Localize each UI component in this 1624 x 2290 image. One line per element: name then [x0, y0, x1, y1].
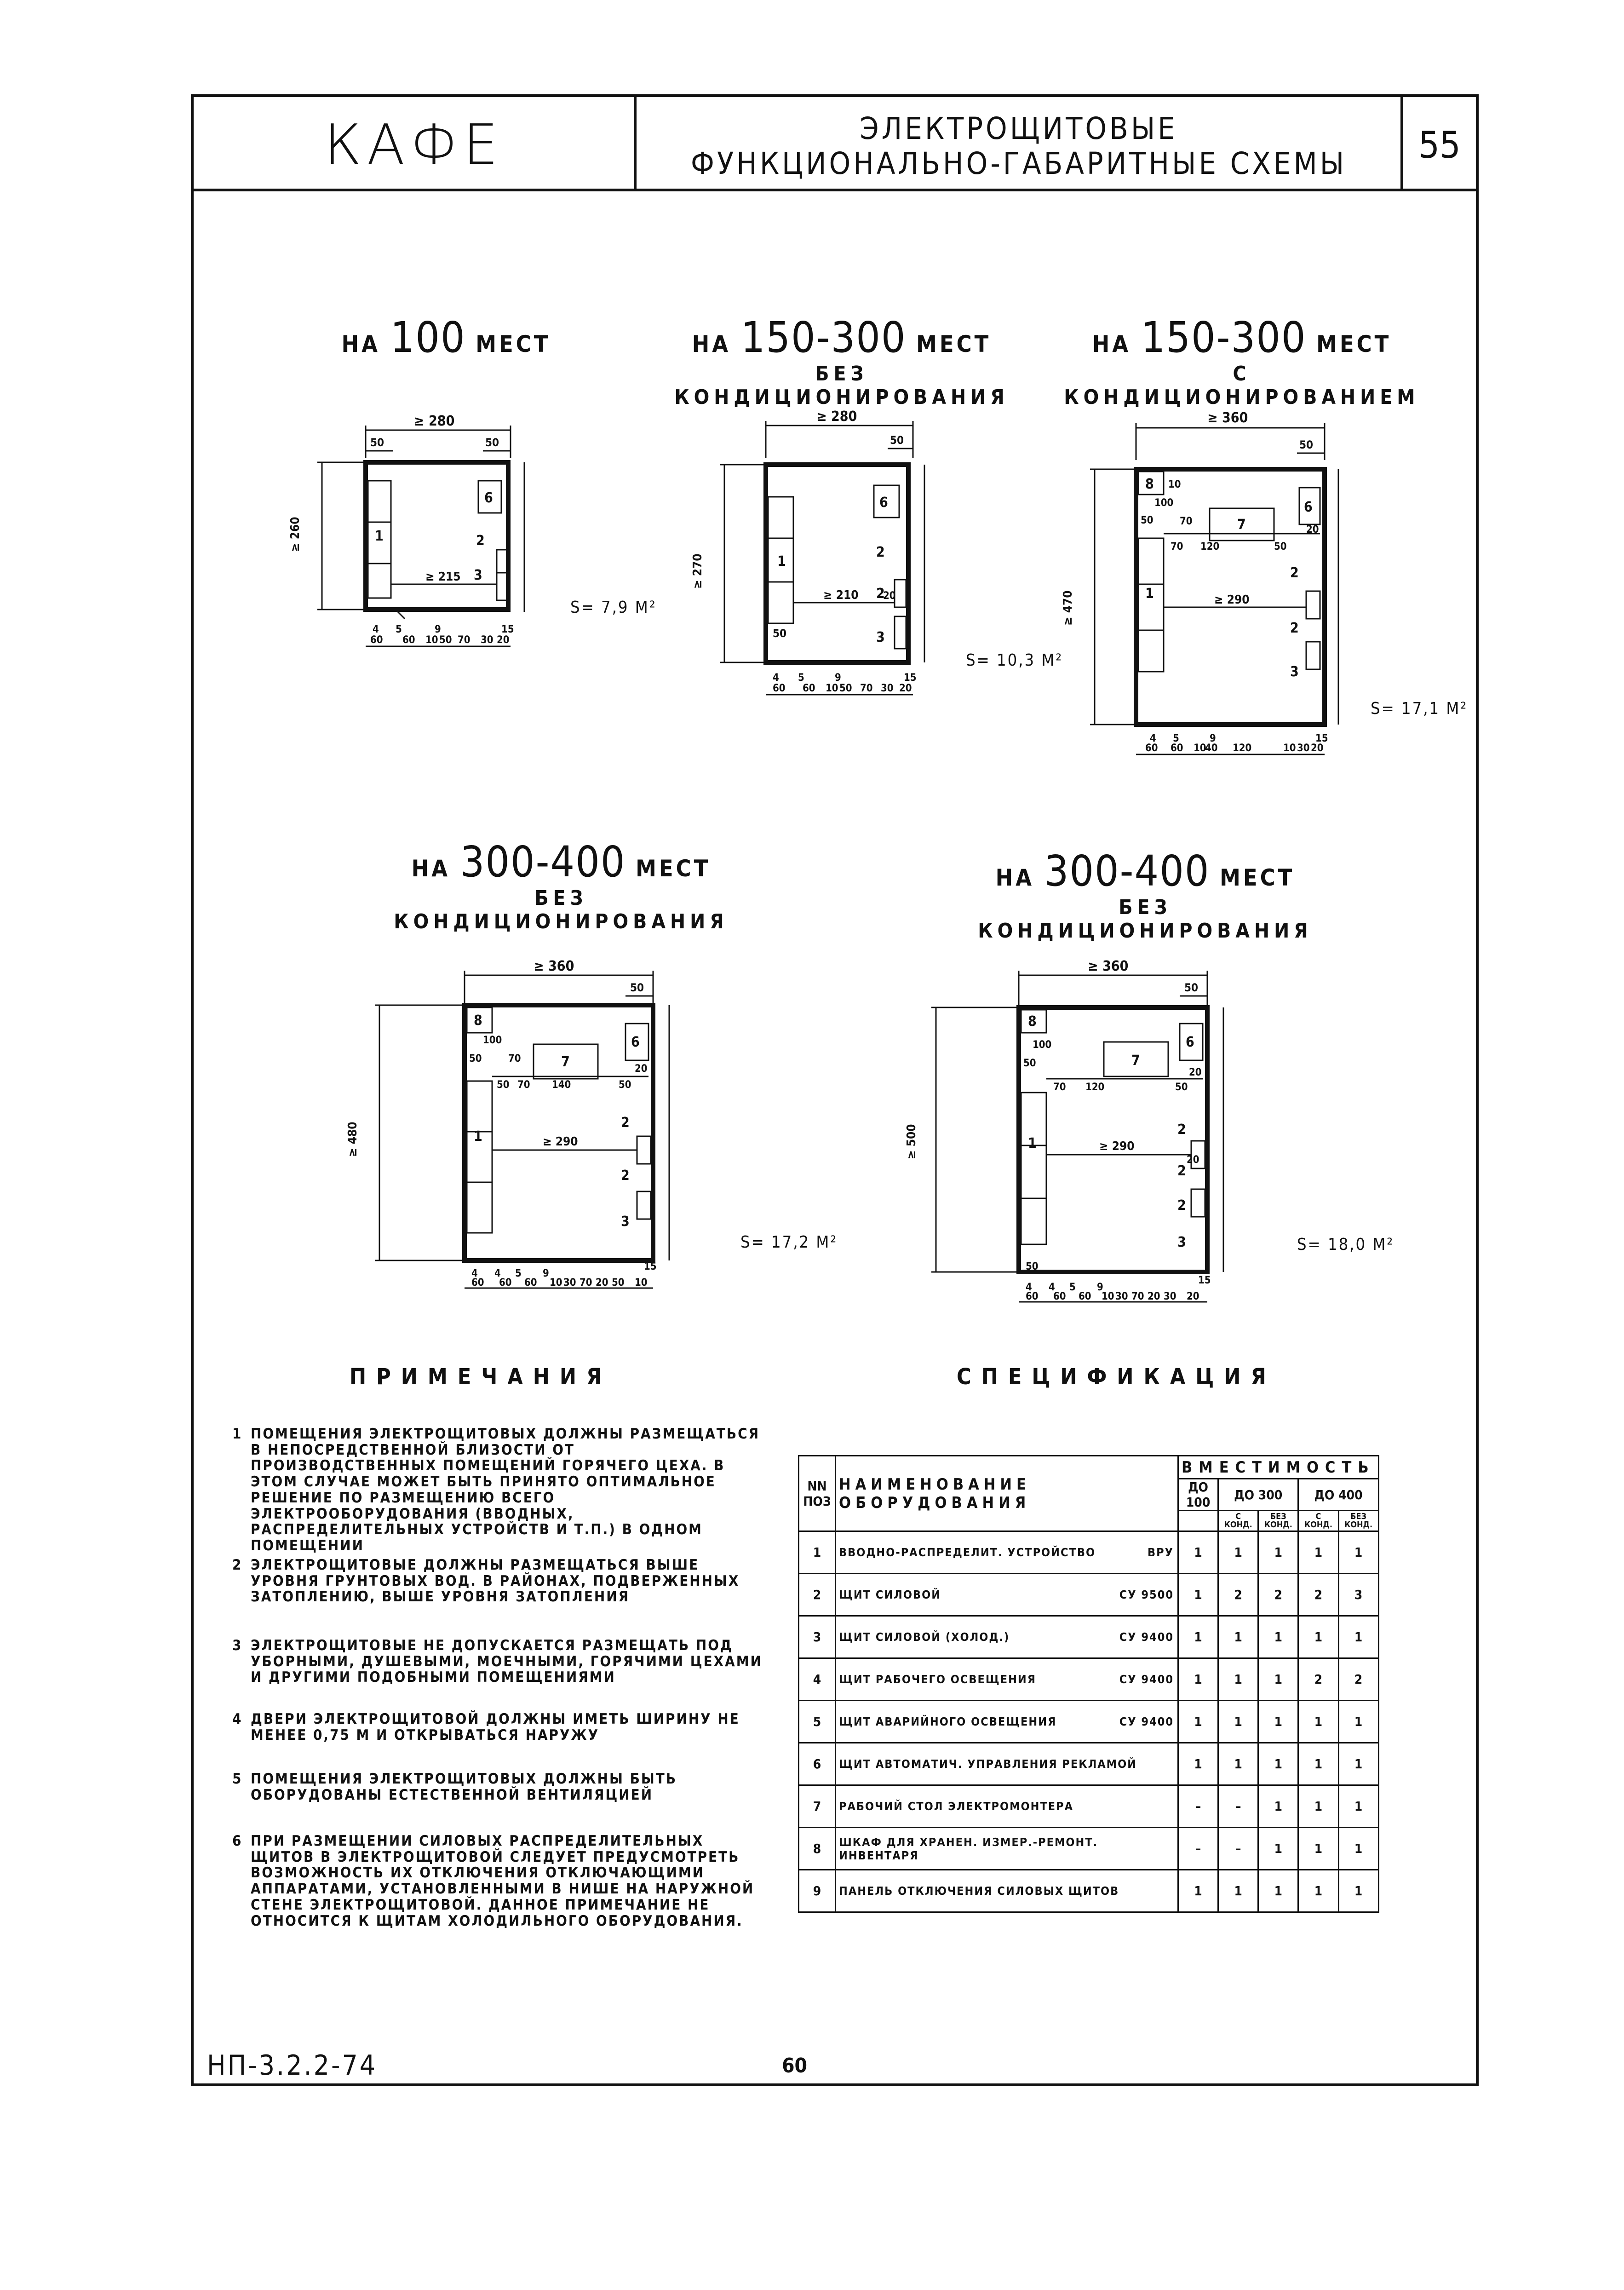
plan-caption: НА 150-300 МЕСТ С КОНДИЦИОНИРОВАНИЕМ — [1064, 313, 1420, 409]
item-label: 6 — [631, 1034, 640, 1050]
dim-label: ≥ 280 — [414, 413, 455, 429]
dim-label: 60 — [1079, 1291, 1091, 1302]
dim-label: 120 — [1233, 742, 1252, 754]
row-value: 1 — [1258, 1616, 1298, 1658]
dim-label: ≥ 280 — [816, 409, 857, 425]
row-value: 1 — [1258, 1828, 1298, 1870]
row-value: 2 — [1218, 1574, 1258, 1616]
item-label: 2 — [876, 586, 885, 602]
row-name — [836, 1828, 1178, 1870]
row-value: 1 — [1338, 1616, 1378, 1658]
dim-label: ≥ 470 — [1061, 590, 1075, 626]
equipment-name: ЩИТ СИЛОВОЙ (ХОЛОД.) — [839, 1630, 1010, 1644]
page-number: 60 — [782, 2054, 808, 2077]
table-row — [799, 1828, 1379, 1870]
subgroup-header: С КОНД. — [1298, 1511, 1338, 1531]
row-value: 1 — [1218, 1870, 1258, 1912]
col-name-header: НАИМЕНОВАНИЕ ОБОРУДОВАНИЯ — [836, 1456, 1178, 1531]
mark-label: 15 — [644, 1261, 657, 1272]
dim-label: 70 — [580, 1277, 592, 1289]
dim-label: 70 — [860, 683, 873, 694]
item-label: 8 — [474, 1013, 482, 1029]
dim-label: 70 — [508, 1053, 521, 1064]
note-item: 5 ПОМЕЩЕНИЯ ЭЛЕКТРОЩИТОВЫХ ДОЛЖНЫ БЫТЬ ОБОРУДОВАНЫ ЕСТЕСТВЕННОЙ ВЕНТИЛЯЦИЕЙ — [232, 1771, 677, 1803]
row-value: 1 — [1298, 1531, 1338, 1574]
item-label: 1 — [375, 528, 384, 544]
mark-label: 4 — [373, 624, 379, 635]
dim-label: 20 — [1306, 524, 1319, 535]
row-value: 1 — [1218, 1616, 1258, 1658]
item-label: 3 — [1290, 664, 1299, 680]
row-value: 1 — [1338, 1701, 1378, 1743]
dim-label: 20 — [497, 634, 510, 646]
item-label: 1 — [1145, 586, 1154, 602]
dim-label: 60 — [1145, 742, 1158, 754]
dim-label: ≥ 480 — [346, 1122, 360, 1157]
row-value: 1 — [1298, 1870, 1338, 1912]
dim-label: ≥ 360 — [1088, 958, 1129, 974]
dim-label: 50 — [1023, 1058, 1036, 1069]
row-value: 1 — [1258, 1870, 1298, 1912]
dim-label: 50 — [1141, 515, 1153, 526]
equipment-name: ЩИТ АВТОМАТИЧ. УПРАВЛЕНИЯ РЕКЛАМОЙ — [839, 1757, 1137, 1771]
row-value: 1 — [1338, 1785, 1378, 1828]
dim-label: 30 — [1164, 1291, 1176, 1302]
table-row — [799, 1870, 1379, 1912]
row-value: 3 — [1338, 1574, 1378, 1616]
plan-area: S= 10,3 М² — [966, 651, 1063, 670]
dim-label: 20 — [883, 590, 896, 602]
row-value: 1 — [1258, 1785, 1298, 1828]
col-nn-header: NN ПОЗ — [799, 1456, 836, 1531]
dim-label: 140 — [552, 1079, 571, 1091]
dim-label: 50 — [370, 436, 384, 449]
dim-label: 120 — [1085, 1082, 1105, 1093]
equipment-name: ВВОДНО-РАСПРЕДЕЛИТ. УСТРОЙСТВО — [839, 1546, 1096, 1559]
note-item: 2 ЭЛЕКТРОЩИТОВЫЕ ДОЛЖНЫ РАЗМЕЩАТЬСЯ ВЫШЕ УРОВНЯ ГРУНТОВЫХ ВОД. В РАЙОНАХ, ПОДВЕРЖЕННЫХ ЗАТОПЛЕНИЮ, ВЫШЕ УРОВНЯ ЗАТОПЛЕНИЯ — [232, 1557, 740, 1605]
mark-label: 15 — [904, 672, 917, 684]
mark-label: 9 — [835, 672, 841, 684]
plan-area: S= 17,2 М² — [740, 1233, 838, 1252]
plan-caption: НА 300-400 МЕСТ БЕЗ КОНДИЦИОНИРОВАНИЯ — [394, 837, 729, 933]
item-label: 7 — [1237, 517, 1246, 533]
row-value: 1 — [1338, 1743, 1378, 1785]
subgroup-header: БЕЗ КОНД. — [1258, 1511, 1298, 1531]
plan-1 — [317, 426, 524, 646]
row-value: 1 — [1298, 1828, 1338, 1870]
equipment-name: ПАНЕЛЬ ОТКЛЮЧЕНИЯ СИЛОВЫХ ЩИТОВ — [839, 1884, 1119, 1898]
group-header: ДО 300 — [1218, 1479, 1298, 1511]
mark-label: 4 — [494, 1268, 501, 1279]
row-number: 4 — [799, 1658, 836, 1701]
mark-label: 4 — [1049, 1282, 1055, 1293]
row-value: – — [1218, 1828, 1258, 1870]
plan-2 — [720, 421, 924, 695]
dim-label: 10 — [1194, 742, 1206, 754]
row-number: 9 — [799, 1870, 836, 1912]
row-name — [836, 1574, 1178, 1616]
table-row — [799, 1743, 1379, 1785]
dim-label: 60 — [370, 634, 383, 646]
row-name — [836, 1616, 1178, 1658]
row-value: 1 — [1258, 1701, 1298, 1743]
dim-label: 60 — [1026, 1291, 1039, 1302]
dim-label: 60 — [1171, 742, 1183, 754]
dim-label: 20 — [899, 683, 912, 694]
dim-label: 60 — [402, 634, 415, 646]
dim-label: 20 — [1187, 1291, 1199, 1302]
row-number: 6 — [799, 1743, 836, 1785]
mark-label: 5 — [515, 1268, 522, 1279]
row-number: 3 — [799, 1616, 836, 1658]
dim-label: 50 — [1299, 438, 1314, 451]
note-item: 6 ПРИ РАЗМЕЩЕНИИ СИЛОВЫХ РАСПРЕДЕЛИТЕЛЬНЫХ ЩИТОВ В ЭЛЕКТРОЩИТОВОЙ СЛЕДУЕТ ПРЕДУСМОТРЕТЬ ВОЗМОЖНОСТЬ ИХ ОТКЛЮЧЕНИЯ ОТКЛЮЧАЮЩИМИ АППАРАТАМИ, УСТАНОВЛЕННЫМИ В НИШЕ НА НАРУЖНОЙ СТЕНЕ ЭЛЕКТРОЩИТОВОЙ. ДАННОЕ ПРИМЕЧАНИЕ НЕ ОТНОСИТСЯ К ЩИТАМ ХОЛОДИЛЬНОГО ОБОРУДОВАНИЯ. — [232, 1833, 755, 1929]
item-label: 3 — [876, 629, 885, 645]
item-label: 8 — [1028, 1013, 1037, 1030]
dim-label: 10 — [550, 1277, 562, 1289]
row-value: 1 — [1298, 1701, 1338, 1743]
dim-label: 10 — [425, 634, 438, 646]
dim-label: 30 — [1297, 742, 1310, 754]
row-number: 5 — [799, 1701, 836, 1743]
equipment-name: ЩИТ АВАРИЙНОГО ОСВЕЩЕНИЯ — [839, 1715, 1057, 1728]
dim-label: 30 — [563, 1277, 576, 1289]
item-label: 2 — [1290, 565, 1299, 581]
row-value: 1 — [1338, 1870, 1378, 1912]
row-value: 1 — [1178, 1743, 1218, 1785]
dim-label: 50 — [1274, 541, 1287, 552]
dim-label: 100 — [1154, 497, 1174, 509]
mark-label: 4 — [471, 1268, 478, 1279]
dim-label: 100 — [1033, 1039, 1052, 1051]
group-header: ДО 100 — [1178, 1479, 1218, 1511]
dim-label: 70 — [1053, 1082, 1066, 1093]
mark-label: 15 — [1198, 1275, 1211, 1286]
equipment-name: ЩИТ СИЛОВОЙ — [839, 1588, 941, 1601]
plan-caption: НА 150-300 МЕСТ БЕЗ КОНДИЦИОНИРОВАНИЯ — [674, 313, 1009, 409]
dim-label: 70 — [1171, 541, 1183, 552]
plan-caption: НА 100 МЕСТ — [341, 313, 551, 362]
row-value: – — [1218, 1785, 1258, 1828]
item-label: 2 — [476, 533, 485, 549]
item-label: 2 — [621, 1168, 630, 1184]
mark-label: 4 — [1026, 1282, 1032, 1293]
dim-label: 10 — [1168, 479, 1181, 490]
dim-label: 50 — [773, 627, 787, 640]
dim-label: 50 — [619, 1079, 631, 1091]
row-name — [836, 1743, 1178, 1785]
row-value: 1 — [1218, 1743, 1258, 1785]
dim-label: 70 — [1180, 516, 1193, 527]
item-label: 2 — [876, 544, 885, 560]
row-number: 8 — [799, 1828, 836, 1870]
dim-label: 50 — [630, 981, 644, 994]
dim-label: ≥ 215 — [425, 570, 461, 584]
dim-label: 60 — [471, 1277, 484, 1289]
plan-area: S= 17,1 М² — [1371, 699, 1468, 718]
dim-label: 120 — [1200, 541, 1220, 552]
row-value: 2 — [1298, 1658, 1338, 1701]
item-label: 6 — [879, 495, 888, 511]
row-value: 1 — [1218, 1658, 1258, 1701]
subgroup-header: БЕЗ КОНД. — [1338, 1511, 1378, 1531]
row-value: 1 — [1338, 1828, 1378, 1870]
row-number: 7 — [799, 1785, 836, 1828]
row-value: 1 — [1218, 1701, 1258, 1743]
dim-label: 60 — [499, 1277, 512, 1289]
equipment-type: СУ 9500 — [1119, 1588, 1174, 1601]
plan-caption: НА 300-400 МЕСТ БЕЗ КОНДИЦИОНИРОВАНИЯ — [978, 846, 1313, 943]
dim-label: ≥ 290 — [543, 1135, 578, 1149]
dim-label: 70 — [1131, 1291, 1144, 1302]
table-row — [799, 1701, 1379, 1743]
table-row — [799, 1574, 1379, 1616]
mark-label: 9 — [1097, 1282, 1103, 1293]
row-value: 1 — [1258, 1531, 1298, 1574]
dim-label: 20 — [1187, 1154, 1199, 1166]
note-item: 1 ПОМЕЩЕНИЯ ЭЛЕКТРОЩИТОВЫХ ДОЛЖНЫ РАЗМЕЩАТЬСЯ В НЕПОСРЕДСТВЕННОЙ БЛИЗОСТИ ОТ ПРОИЗВОДСТВЕННЫХ ПОМЕЩЕНИЙ ГОРЯЧЕГО ЦЕХА. В ЭТОМ СЛУЧАЕ МОЖЕТ БЫТЬ ПРИНЯТО ОПТИМАЛЬНОЕ РЕШЕНИЕ ПО РАЗМЕЩЕНИЮ ВСЕГО ЭЛЕКТРООБОРУДОВАНИЯ (ВВОДНЫХ, РАСПРЕДЕЛИТЕЛЬНЫХ УСТРОЙСТВ И Т.П.) В ОДНОМ ПОМЕЩЕНИИ — [232, 1426, 760, 1554]
subgroup-header: С КОНД. — [1218, 1511, 1258, 1531]
dim-label: ≥ 290 — [1214, 593, 1250, 607]
dim-label: 60 — [803, 683, 815, 694]
dim-label: 50 — [839, 683, 852, 694]
equipment-type: СУ 9400 — [1119, 1630, 1174, 1644]
row-name — [836, 1785, 1178, 1828]
row-value: 1 — [1298, 1743, 1338, 1785]
dim-label: 10 — [635, 1277, 648, 1289]
mark-label: 5 — [1069, 1282, 1076, 1293]
notes-heading: ПРИМЕЧАНИЯ — [350, 1364, 612, 1390]
equipment-type: СУ 9400 — [1119, 1715, 1174, 1728]
mark-label: 9 — [435, 624, 441, 635]
dim-label: 50 — [1175, 1082, 1188, 1093]
plan-area: S= 18,0 М² — [1297, 1235, 1394, 1254]
header-title-line1: ЭЛЕКТРОЩИТОВЫЕ — [860, 110, 1178, 146]
item-label: 6 — [1186, 1034, 1194, 1050]
mark-label: 5 — [798, 672, 804, 684]
equipment-type: СУ 9400 — [1119, 1673, 1174, 1686]
row-value: 1 — [1178, 1658, 1218, 1701]
row-value: 1 — [1338, 1531, 1378, 1574]
table-row — [799, 1616, 1379, 1658]
mark-label: 5 — [396, 624, 402, 635]
equipment-name: ШКАФ ДЛЯ ХРАНЕН. ИЗМЕР.-РЕМОНТ. ИНВЕНТАРЯ — [839, 1835, 1098, 1862]
item-label: 1 — [777, 553, 786, 570]
dim-label: 10 — [1283, 742, 1296, 754]
mark-label: 4 — [773, 672, 779, 684]
item-label: 8 — [1145, 476, 1154, 492]
item-label: 6 — [484, 490, 493, 506]
dim-label: 70 — [458, 634, 471, 646]
row-value: 1 — [1218, 1531, 1258, 1574]
col-capacity-header: ВМЕСТИМОСТЬ — [1178, 1456, 1379, 1479]
row-value: 2 — [1258, 1574, 1298, 1616]
mark-label: 4 — [1150, 733, 1156, 744]
dim-label: 50 — [612, 1277, 625, 1289]
row-value: 1 — [1178, 1870, 1218, 1912]
row-name — [836, 1701, 1178, 1743]
note-item: 3 ЭЛЕКТРОЩИТОВЫЕ НЕ ДОПУСКАЕТСЯ РАЗМЕЩАТЬ ПОД УБОРНЫМИ, ДУШЕВЫМИ, МОЕЧНЫМИ, ГОРЯЧИМИ ЦЕХАМИ И ДРУГИМИ ПОДОБНЫМИ ПОМЕЩЕНИЯМИ — [232, 1637, 763, 1686]
row-number: 1 — [799, 1531, 836, 1574]
header-subject: КАФЕ — [324, 113, 504, 177]
mark-label: 5 — [1173, 733, 1179, 744]
dim-label: 70 — [517, 1079, 530, 1091]
dim-label: 20 — [596, 1277, 608, 1289]
mark-label: 9 — [543, 1268, 549, 1279]
group-header: ДО 400 — [1298, 1479, 1378, 1511]
row-value: 1 — [1258, 1658, 1298, 1701]
item-label: 2 — [1177, 1122, 1186, 1138]
dim-label: 20 — [1148, 1291, 1160, 1302]
dim-label: 40 — [1205, 742, 1218, 754]
item-label: 7 — [561, 1054, 570, 1070]
dim-label: 50 — [439, 634, 452, 646]
dim-label: 50 — [890, 434, 904, 447]
sheet-number: 55 — [1418, 123, 1461, 167]
mark-label: 15 — [1315, 733, 1328, 744]
plan-area: S= 7,9 М² — [570, 598, 657, 617]
plan-3 — [1090, 423, 1338, 754]
dim-label: ≥ 290 — [1099, 1139, 1135, 1153]
dim-label: 50 — [469, 1053, 482, 1064]
table-row — [799, 1658, 1379, 1701]
row-value: 2 — [1298, 1574, 1338, 1616]
equipment-type: ВРУ — [1148, 1546, 1174, 1559]
header-title-line2: ФУНКЦИОНАЛЬНО-ГАБАРИТНЫЕ СХЕМЫ — [690, 145, 1347, 181]
dim-label: 30 — [481, 634, 494, 646]
item-label: 6 — [1304, 499, 1313, 515]
dim-label: ≥ 260 — [288, 517, 302, 552]
dim-label: 30 — [881, 683, 894, 694]
dim-label: 50 — [485, 436, 499, 449]
dim-label: ≥ 500 — [905, 1124, 918, 1159]
item-label: 7 — [1131, 1053, 1140, 1069]
row-value: 1 — [1178, 1531, 1218, 1574]
spec-heading: СПЕЦИФИКАЦИЯ — [957, 1364, 1276, 1390]
dim-label: 60 — [1053, 1291, 1066, 1302]
row-value: 1 — [1258, 1743, 1298, 1785]
dim-label: 10 — [1102, 1291, 1114, 1302]
dim-label: 50 — [1184, 981, 1199, 994]
row-value: 2 — [1338, 1658, 1378, 1701]
dim-label: ≥ 360 — [1207, 410, 1248, 426]
row-value: 1 — [1298, 1616, 1338, 1658]
subgroup-header — [1178, 1511, 1218, 1531]
item-label: 1 — [474, 1128, 482, 1145]
dim-label: 20 — [1311, 742, 1324, 754]
dim-label: 20 — [1189, 1067, 1202, 1078]
dim-label: ≥ 210 — [823, 588, 859, 602]
equipment-name: РАБОЧИЙ СТОЛ ЭЛЕКТРОМОНТЕРА — [839, 1800, 1074, 1813]
dim-label: ≥ 270 — [691, 553, 705, 589]
item-label: 2 — [1177, 1197, 1186, 1214]
mark-label: 9 — [1210, 733, 1216, 744]
row-name — [836, 1658, 1178, 1701]
row-value: 1 — [1298, 1785, 1338, 1828]
equipment-name: ЩИТ РАБОЧЕГО ОСВЕЩЕНИЯ — [839, 1673, 1037, 1686]
spec-table — [798, 1455, 1379, 1913]
row-value: – — [1178, 1828, 1218, 1870]
row-value: 1 — [1178, 1701, 1218, 1743]
dim-label: 100 — [483, 1035, 502, 1046]
mark-label: 15 — [501, 624, 514, 635]
item-label: 3 — [474, 567, 482, 583]
dim-label: ≥ 360 — [534, 958, 574, 974]
dim-label: 10 — [826, 683, 838, 694]
row-value: 1 — [1178, 1616, 1218, 1658]
dim-label: 50 — [497, 1079, 510, 1091]
dim-label: 20 — [635, 1063, 648, 1075]
document-code: НП-3.2.2-74 — [207, 2049, 378, 2082]
row-name — [836, 1870, 1178, 1912]
dim-label: 50 — [1026, 1261, 1039, 1272]
table-row — [799, 1531, 1379, 1574]
item-label: 2 — [621, 1115, 630, 1131]
item-label: 3 — [621, 1214, 630, 1230]
item-label: 2 — [1177, 1163, 1186, 1179]
row-name — [836, 1531, 1178, 1574]
row-value: 1 — [1178, 1574, 1218, 1616]
dim-label: 60 — [773, 683, 786, 694]
item-label: 1 — [1028, 1135, 1037, 1151]
note-item: 4 ДВЕРИ ЭЛЕКТРОЩИТОВОЙ ДОЛЖНЫ ИМЕТЬ ШИРИНУ НЕ МЕНЕЕ 0,75 М И ОТКРЫВАТЬСЯ НАРУЖУ — [232, 1711, 740, 1743]
row-value: – — [1178, 1785, 1218, 1828]
item-label: 2 — [1290, 620, 1299, 636]
dim-label: 60 — [524, 1277, 537, 1289]
dim-label: 30 — [1115, 1291, 1128, 1302]
table-row — [799, 1785, 1379, 1828]
item-label: 3 — [1177, 1234, 1186, 1250]
row-number: 2 — [799, 1574, 836, 1616]
